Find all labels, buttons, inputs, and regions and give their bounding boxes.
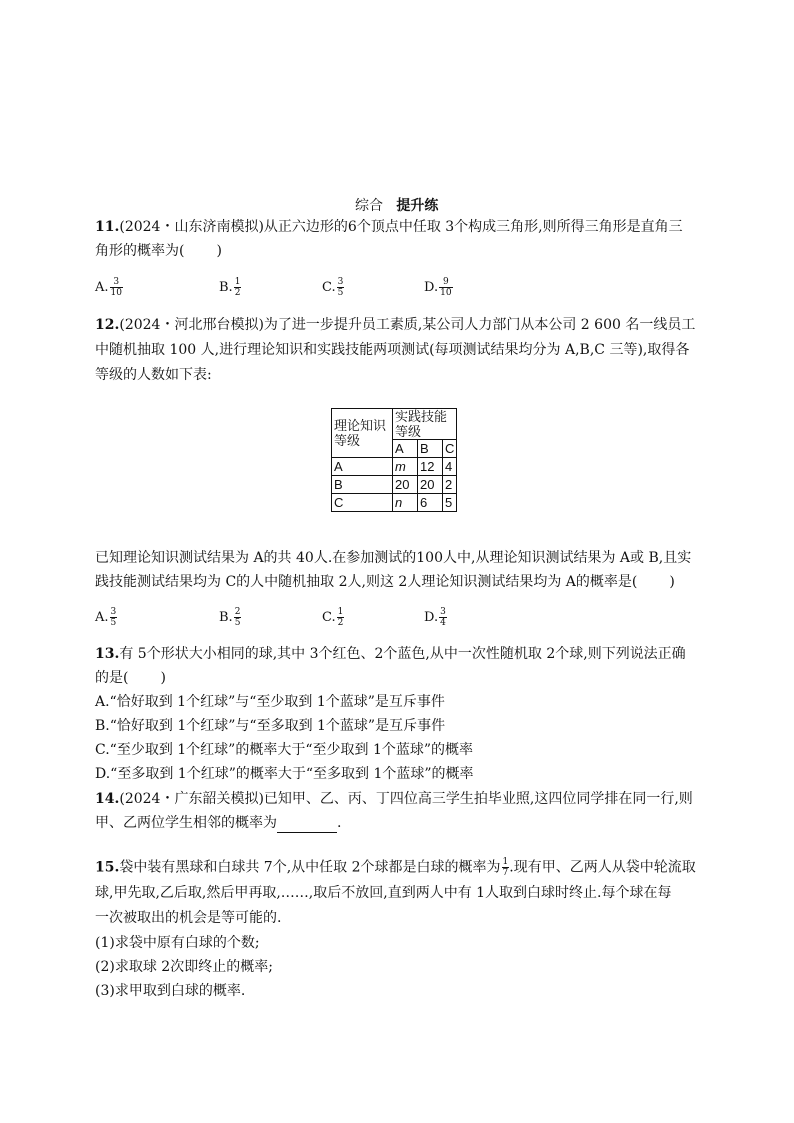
answer-blank	[277, 818, 337, 833]
q11-line2: 角形的概率为( )	[95, 243, 222, 259]
q11-option-b: B. $\frac{1}{2}$	[219, 277, 241, 298]
q13-number: 13.	[95, 646, 120, 662]
table-row: B 20 20 2	[332, 476, 457, 494]
section-title-main: 综合	[355, 198, 383, 214]
q12-option-d: D. $\frac{3}{4}$	[424, 607, 446, 628]
q11-line1: 11.(2024・山东济南模拟)从正六边形的6个顶点中任取 3个构成三角形,则所得三角形是直角三	[95, 219, 683, 235]
q14-line2: 甲、乙两位学生相邻的概率为 .	[95, 815, 342, 831]
q12-option-a: A. $\frac{3}{5}$	[95, 607, 117, 628]
table-col-c: C	[443, 440, 457, 458]
q12-line5: 践技能测试结果均为 C的人中随机抽取 2人,则这 2人理论知识测试结果均为 A的概率是( )	[95, 574, 675, 590]
section-title	[355, 195, 438, 215]
table-col-b: B	[418, 440, 443, 458]
section-title-sub: 提升练	[396, 198, 439, 214]
table-row: A m 12 4	[332, 458, 457, 476]
q12-line3: 等级的人数如下表:	[95, 367, 212, 383]
q12-line2: 中随机抽取 100 人,进行理论知识和实践技能两项测试(每项测试结果均分为 A,B,C 三等),取得各	[95, 342, 690, 358]
q13-option-c: C.“至少取到 1个红球”的概率大于“至少取到 1个蓝球”的概率	[95, 742, 474, 758]
q13-line2: 的是( )	[95, 670, 166, 686]
q12-option-b: B. $\frac{2}{5}$	[219, 607, 241, 628]
q15-fraction: $\frac{1}{7}$	[502, 857, 509, 878]
q15-part-3: (3)求甲取到白球的概率.	[95, 983, 246, 999]
q13-option-d: D.“至多取到 1个红球”的概率大于“至多取到 1个蓝球”的概率	[95, 766, 474, 782]
table-column-header: 实践技能 等级	[393, 409, 457, 440]
q13-option-a: A.“恰好取到 1个红球”与“至少取到 1个蓝球”是互斥事件	[95, 694, 445, 710]
grade-table	[331, 408, 457, 512]
q15-part-2: (2)求取球 2次即终止的概率;	[95, 959, 273, 975]
table-row: C n 6 5	[332, 494, 457, 512]
q12-line4: 已知理论知识测试结果为 A的共 40人.在参加测试的100人中,从理论知识测试结果为 A或 B,且实	[95, 550, 692, 566]
q11-number: 11.	[95, 219, 120, 235]
q14-line1: 14.(2024・广东韶关模拟)已知甲、乙、丙、丁四位高三学生拍毕业照,这四位同学排在同一行,则	[95, 791, 693, 807]
q11-option-c: C. $\frac{3}{5}$	[322, 277, 344, 298]
table-corner: 理论知识 等级	[332, 409, 393, 458]
q12-line1: 12.(2024・河北邢台模拟)为了进一步提升员工素质,某公司人力部门从本公司 2 600 名一线员工	[95, 317, 696, 333]
q15-line1: 15.袋中装有黑球和白球共 7个,从中任取 2个球都是白球的概率为 $\frac{1}{7}$ .现有甲、乙两人从袋中轮流取	[95, 857, 696, 878]
q15-line2: 球,甲先取,乙后取,然后甲再取,……,取后不放回,直到两人中有 1人取到白球时终止.每个球在每	[95, 885, 672, 901]
q13-line1: 13.有 5个形状大小相同的球,其中 3个红色、2个蓝色,从中一次性随机取 2个球,则下列说法正确	[95, 646, 686, 662]
q11-option-d: D. $\frac{9}{10}$	[424, 277, 452, 298]
q12-option-c: C. $\frac{1}{2}$	[322, 607, 344, 628]
q15-number: 15.	[95, 859, 120, 876]
q14-number: 14.	[95, 791, 120, 807]
q15-part-1: (1)求袋中原有白球的个数;	[95, 935, 260, 951]
q12-number: 12.	[95, 317, 120, 333]
q15-line3: 一次被取出的机会是等可能的.	[95, 910, 282, 926]
q13-option-b: B.“恰好取到 1个红球”与“至多取到 1个蓝球”是互斥事件	[95, 718, 446, 734]
table-col-a: A	[393, 440, 418, 458]
q11-option-a: A. $\frac{3}{10}$	[95, 277, 122, 298]
